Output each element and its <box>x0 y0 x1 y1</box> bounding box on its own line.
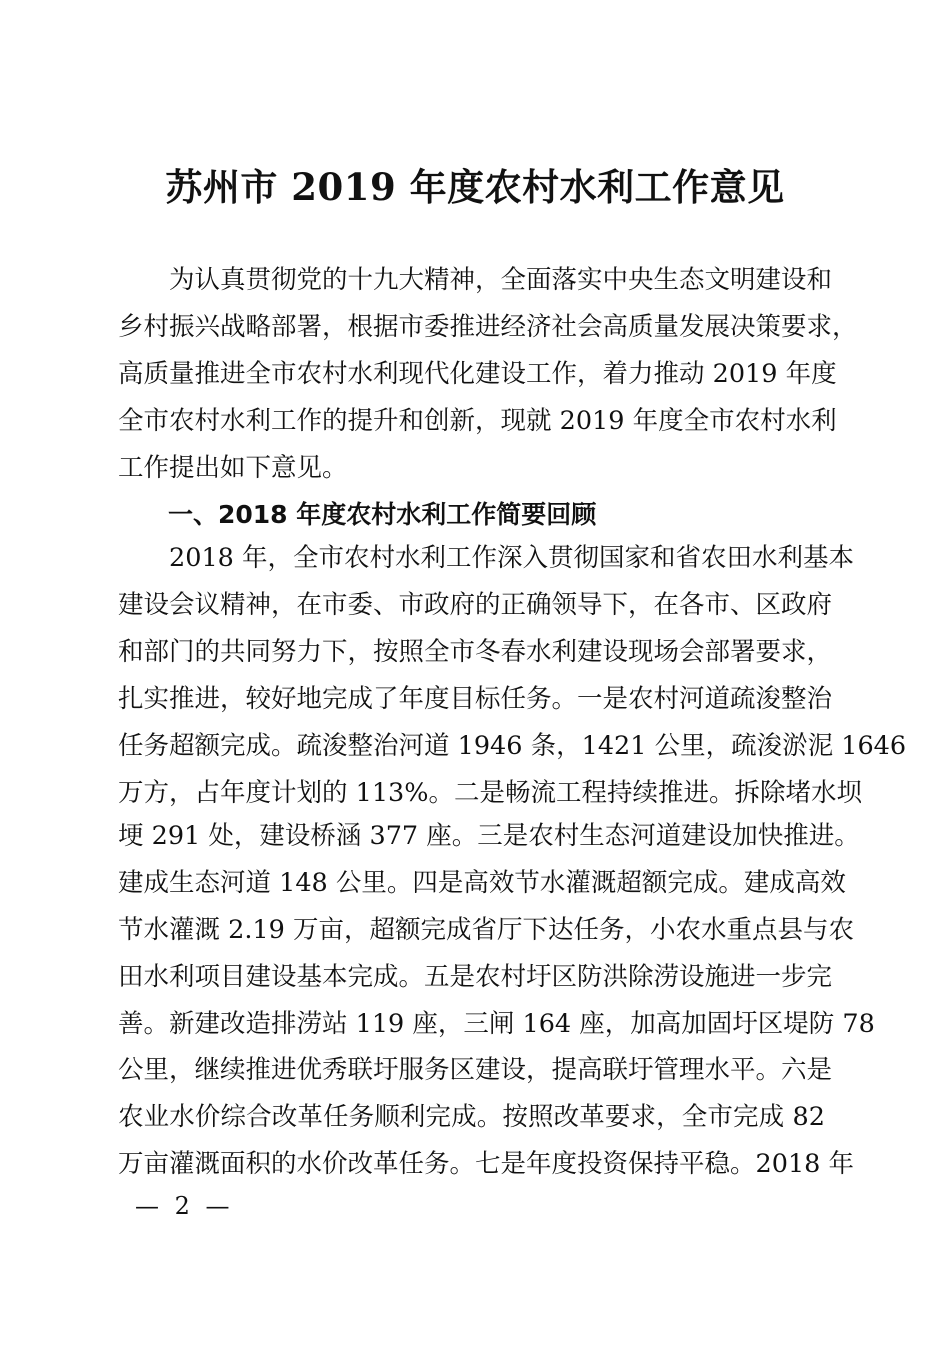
text-line: 乡村振兴战略部署，根据市委推进经济社会高质量发展决策要求， <box>118 312 858 342</box>
text-line: 节水灌溉 2.19 万亩，超额完成省厅下达任务，小农水重点县与农 <box>118 915 854 945</box>
text-line: 为认真贯彻党的十九大精神，全面落实中央生态文明建设和 <box>118 265 833 295</box>
text-line: 扎实推进，较好地完成了年度目标任务。一是农村河道疏浚整治 <box>118 684 833 714</box>
section-heading: 一、2018 年度农村水利工作简要回顾 <box>118 500 597 529</box>
text-line: 建成生态河道 148 公里。四是高效节水灌溉超额完成。建成高效 <box>118 868 846 898</box>
text-line: 田水利项目建设基本完成。五是农村圩区防洪除涝设施进一步完 <box>118 962 833 992</box>
text-line: 善。新建改造排涝站 119 座，三闸 164 座，加高加固圩区堤防 78 <box>118 1009 875 1039</box>
text-line: 和部门的共同努力下，按照全市冬春水利建设现场会部署要求， <box>118 637 833 667</box>
text-line: 农业水价综合改革任务顺利完成。按照改革要求，全市完成 82 <box>118 1102 825 1132</box>
text-line: 2018 年，全市农村水利工作深入贯彻国家和省农田水利基本 <box>118 543 855 573</box>
page-number: — 2 — <box>135 1192 234 1220</box>
text-line: 建设会议精神，在市委、市政府的正确领导下，在各市、区政府 <box>118 590 833 620</box>
text-line: 万方，占年度计划的 113%。二是畅流工程持续推进。拆除堵水坝 <box>118 778 863 808</box>
text-line: 全市农村水利工作的提升和创新，现就 2019 年度全市农村水利 <box>118 406 837 436</box>
text-line: 埂 291 处，建设桥涵 377 座。三是农村生态河道建设加快推进。 <box>118 821 860 851</box>
text-line: 高质量推进全市农村水利现代化建设工作，着力推动 2019 年度 <box>118 359 837 389</box>
text-line: 任务超额完成。疏浚整治河道 1946 条，1421 公里，疏浚淤泥 1646 <box>118 731 907 761</box>
text-line: 万亩灌溉面积的水价改革任务。七是年度投资保持平稳。2018 年 <box>118 1149 855 1179</box>
text-line: 工作提出如下意见。 <box>118 453 348 483</box>
page-title: 苏州市 2019 年度农村水利工作意见 <box>165 165 785 209</box>
text-line: 公里，继续推进优秀联圩服务区建设，提高联圩管理水平。六是 <box>118 1055 833 1085</box>
